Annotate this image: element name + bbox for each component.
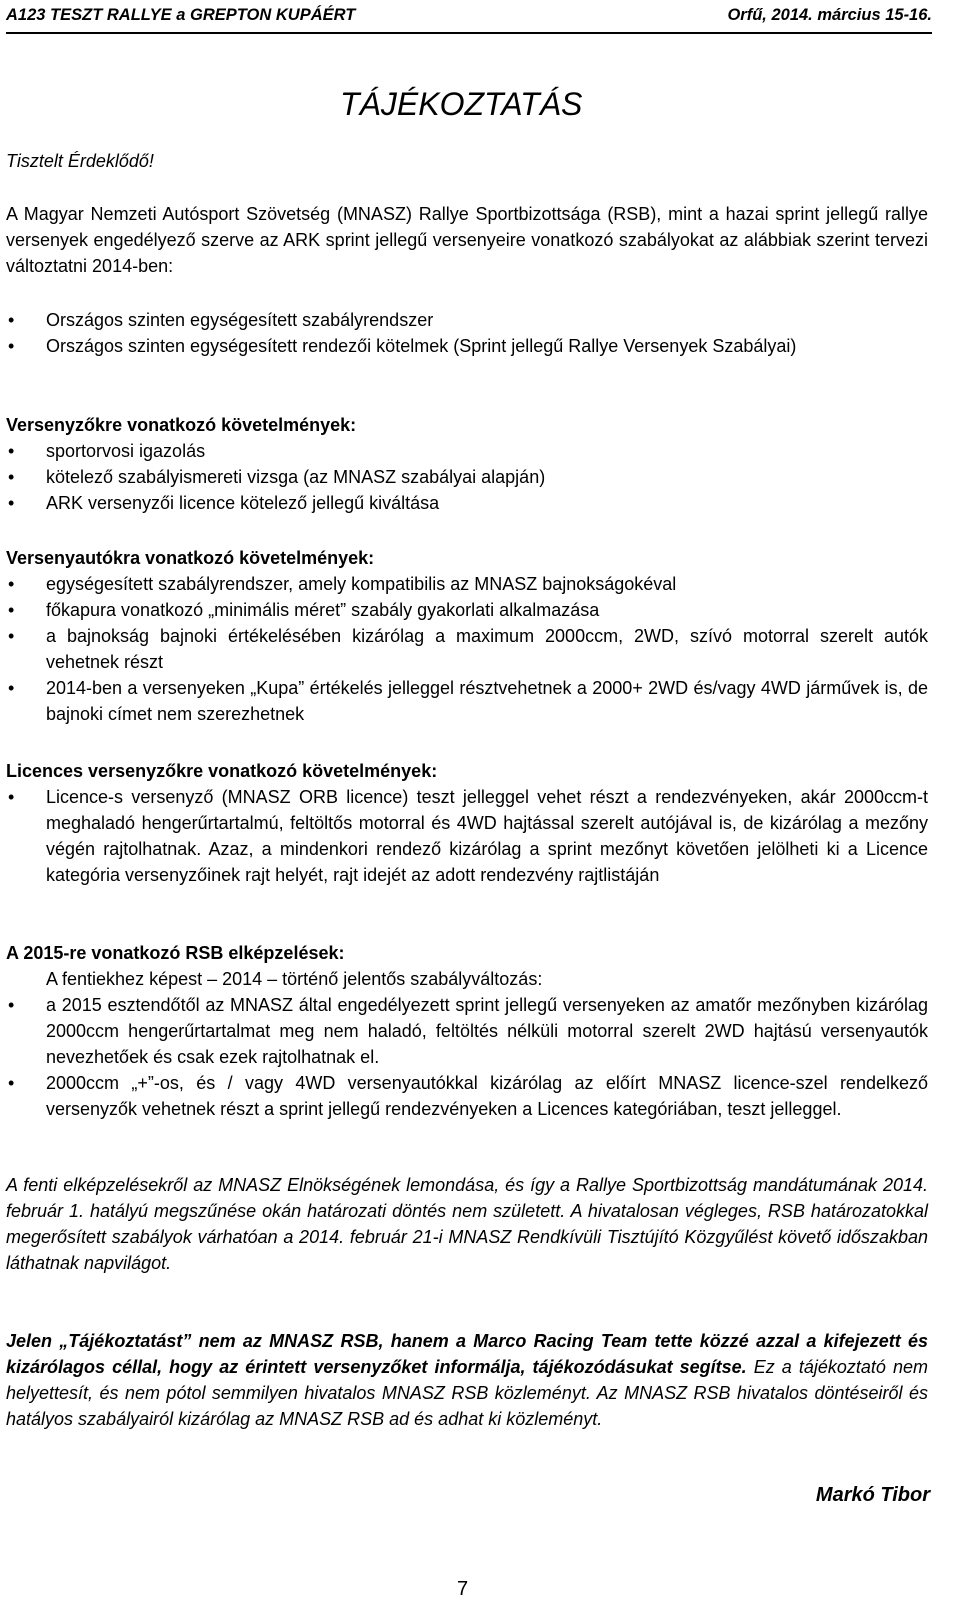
section-heading: Licences versenyzőkre vonatkozó követelmények: [6,761,438,781]
bullet-icon: • [8,787,15,807]
list-item: • ARK versenyzői licence kötelező jellegű kiváltása [6,490,928,516]
bullet-icon: • [8,600,15,620]
rsb-2015-section [6,940,928,1122]
intro-list-section [6,307,928,359]
bullet-icon: • [8,626,15,646]
disclaimer-normal: Ez a tájékoztató nem helyettesít, és nem pótol semmilyen hivatalos MNASZ RSB közleményt. Az MNASZ RSB hivatalos döntéseiről és hatályos szabályairól kizárólag az MNASZ RSB ad és adhat ki közleményt. [6,1357,928,1429]
list-item: • kötelező szabályismereti vizsga (az MNASZ szabályai alapján) [6,464,928,490]
bullet-icon: • [8,995,15,1015]
header-event-title: A123 TESZT RALLYE a GREPTON KUPÁÉRT [6,6,356,24]
list-item: • a bajnokság bajnoki értékelésében kizárólag a maximum 2000ccm, 2WD, szívó motorral szerelt autók vehetnek részt [6,623,928,675]
page-number: 7 [457,1578,469,1600]
bullet-icon: • [8,1073,15,1093]
page-header [6,4,932,34]
list-item: • Országos szinten egységesített rendezői kötelmek (Sprint jellegű Rallye Versenyek Szabályai) [6,333,928,359]
intro-list [6,307,928,359]
list-item: • főkapura vonatkozó „minimális méret” szabály gyakorlati alkalmazása [6,597,928,623]
bullet-icon: • [8,310,15,330]
list-item: • sportorvosi igazolás [6,438,928,464]
list-item: • 2014-ben a versenyeken „Kupa” értékelés jelleggel résztvehetnek a 2000+ 2WD és/vagy 4WD járművek is, de bajnoki címet nem szerezhetnek [6,675,928,727]
section-heading: Versenyzőkre vonatkozó követelmények: [6,415,357,435]
bullet-icon: • [8,441,15,461]
list-item: • a 2015 esztendőtől az MNASZ által engedélyezett sprint jellegű versenyeken az amatőr mezőnyben kizárólag 2000ccm hengerűrtartalmat meg nem haladó, feltöltés nélküli motorral szerelt 2WD hajtású versenyautók nevezhetőek és csak ezek rajtolhatnak el. [6,992,928,1070]
list-item: • egységesített szabályrendszer, amely kompatibilis az MNASZ bajnokságokéval [6,571,928,597]
drivers-requirements-section [6,412,928,516]
bullet-icon: • [8,574,15,594]
list-item: • 2000ccm „+”-os, és / vagy 4WD versenyautókkal kizárólag az előírt MNASZ licence-szel rendelkező versenyzők vehetnek részt a sprint jellegű rendezvényeken a Licences kategóriában, teszt jelleggel. [6,1070,928,1122]
disclaimer-bold: Jelen „Tájékoztatást” nem az MNASZ RSB, hanem a Marco Racing Team tette közzé azzal a kifejezett és kizárólagos céllal, hogy az érintett versenyzőket informálja, tájékozódásukat segítse. [6,1331,928,1377]
disclaimer-paragraph [6,1328,928,1432]
intro-paragraph: A Magyar Nemzeti Autósport Szövetség (MNASZ) Rallye Sportbizottsága (RSB), mint a hazai sprint jellegű rallye versenyek engedélyező szerve az ARK sprint jellegű versenyeire vonatkozó szabályokat az alábbiak szerint tervezi változtatni 2014-ben: [6,204,928,276]
header-location-date: Orfű, 2014. március 15-16. [727,6,932,24]
bullet-icon: • [8,336,15,356]
note-paragraph: A fenti elképzelésekről az MNASZ Elnökségének lemondása, és így a Rallye Sportbizottság mandátumának 2014. február 1. hatályú megszűnése okán határozati döntés nem született. A hivatalosan végleges, RSB határozatokkal megerősített szabályok várhatóan a 2014. február 21-i MNASZ Rendkívüli Tisztújító Közgyűlést követő időszakban láthatnak napvilágot. [6,1175,928,1273]
cars-requirements-section [6,545,928,727]
licence-requirements-section [6,758,928,888]
section-heading: A 2015-re vonatkozó RSB elképzelések: [6,943,345,963]
signature: Markó Tibor [815,1484,930,1506]
list-item: • Országos szinten egységesített szabályrendszer [6,307,928,333]
bullet-icon: • [8,493,15,513]
bullet-icon: • [8,467,15,487]
section-subline: A fentiekhez képest – 2014 – történő jelentős szabályváltozás: [46,969,543,989]
section-heading: Versenyautókra vonatkozó követelmények: [6,548,375,568]
greeting: Tisztelt Érdeklődő! [6,151,154,171]
list-item: • Licence-s versenyző (MNASZ ORB licence) teszt jelleggel vehet részt a rendezvényeken, akár 2000ccm-t meghaladó hengerűrtartalmú, feltöltős motorral és 4WD hajtással szerelt autójával is, de kizárólag a mezőny végén rajtolhatnak. Azaz, a mindenkori rendező kizárólag a sprint mezőnyt követően jelölheti ki a Licence kategória versenyzőinek rajt helyét, rajt idejét az adott rendezvény rajtlistáján [6,784,928,888]
bullet-icon: • [8,678,15,698]
document-title: TÁJÉKOZTATÁS [340,86,583,122]
